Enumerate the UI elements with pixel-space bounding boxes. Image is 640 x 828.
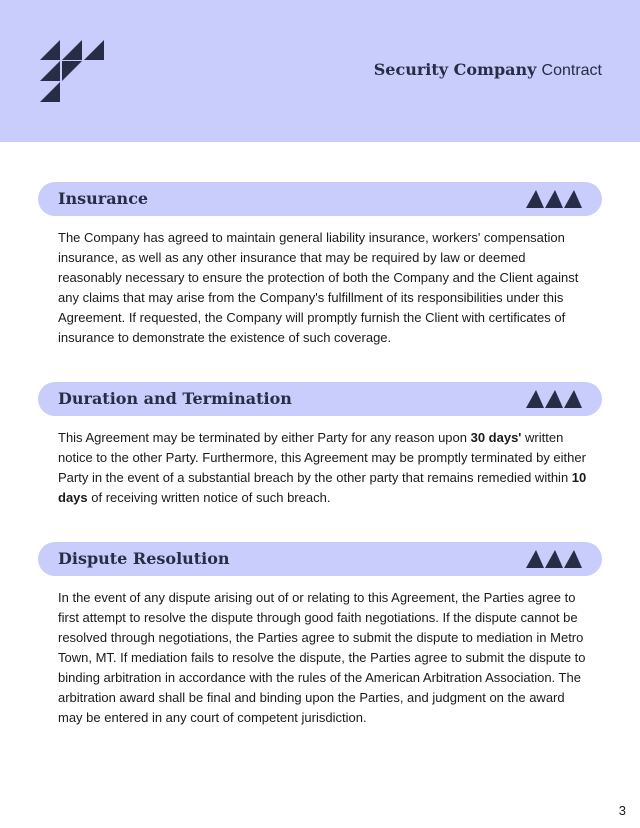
section-body bbox=[58, 428, 588, 508]
section-header-insurance bbox=[38, 182, 602, 216]
body-text: This Agreement may be terminated by either Party for any reason upon bbox=[58, 430, 471, 445]
section-body: In the event of any dispute arising out of or relating to this Agreement, the Parties agree to first attempt to resolve the dispute through good faith negotiations. If the dispute cannot be resolved through negotiations, the Parties agree to submit the dispute to mediation in Metro Town, MT. If mediation fails to resolve the dispute, the Parties agree to submit the dispute to binding arbitration in accordance with the rules of the American Arbitration Association. The arbitration award shall be final and binding upon the Parties, and judgment on the award may be entered in any court of competent jurisdiction. bbox=[58, 590, 586, 725]
document-title-light: Contract bbox=[541, 62, 602, 79]
triangles-decoration-icon bbox=[526, 550, 582, 568]
section-title: Duration and Termination bbox=[58, 389, 292, 408]
body-text: written notice to the other Party. Furthermore, this Agreement may be promptly terminated by either Party in the event of a substantial breach by the other party that remains remedied within bbox=[58, 430, 586, 485]
triangles-decoration-icon bbox=[526, 390, 582, 408]
page-header bbox=[0, 0, 640, 142]
section-title: Insurance bbox=[58, 189, 149, 208]
triangles-decoration-icon bbox=[526, 190, 582, 208]
section-title: Dispute Resolution bbox=[58, 549, 230, 568]
section-header-dispute bbox=[38, 542, 602, 576]
section-body: The Company has agreed to maintain general liability insurance, workers' compensation insurance, as well as any other insurance that may be required by law or deemed reasonably necessary to ensure the protection of both the Company and the Client against any claims that may arise from the Company's fulfillment of its responsibilities under this Agreement. If requested, the Company will promptly furnish the Client with certificates of insurance to demonstrate the existence of such coverage. bbox=[58, 230, 579, 345]
document-title bbox=[374, 60, 602, 80]
section-header-duration bbox=[38, 382, 602, 416]
company-logo-icon bbox=[40, 40, 104, 102]
document-title-strong: Security Company bbox=[373, 60, 537, 79]
notice-period-value: 30 days' bbox=[470, 430, 522, 445]
remedy-period-value: 10 days bbox=[58, 470, 587, 505]
body-text: of receiving written notice of such breach. bbox=[87, 490, 331, 505]
page-number: 3 bbox=[618, 803, 626, 818]
